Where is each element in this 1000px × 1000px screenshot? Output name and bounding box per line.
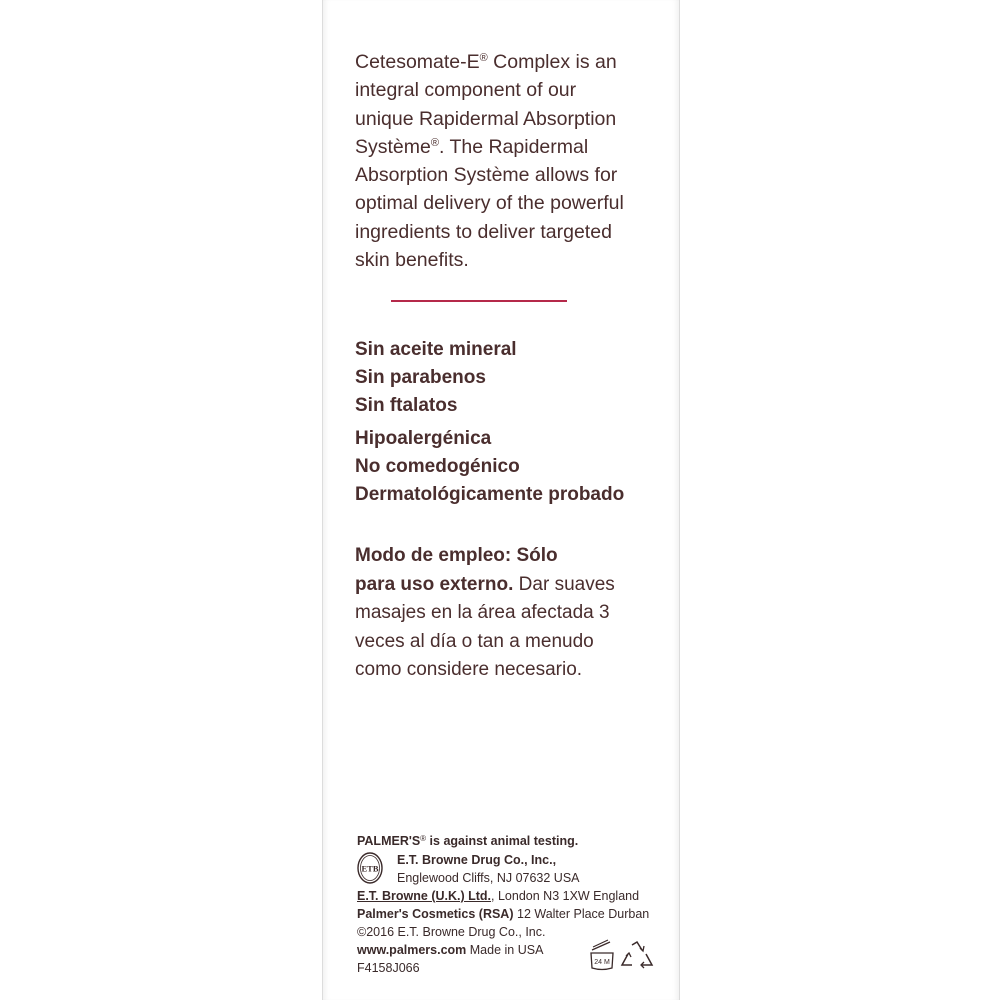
uk-company-address: , London N3 1XW England (491, 889, 640, 903)
claim-item: Hipoalergénica (355, 428, 492, 449)
brand-name: PALMER'S (357, 834, 421, 848)
usage-text: para uso externo. (355, 573, 514, 595)
intro-line: Absorption Systѐme allows for (355, 164, 618, 187)
animal-testing-line (357, 832, 578, 850)
claim-item: Sin ftalatos (355, 395, 458, 416)
claim-item: No comedogénico (355, 456, 520, 477)
website-line (357, 941, 543, 959)
rsa-company-line (357, 905, 649, 923)
intro-line: unique Rapidermal Absorption (355, 107, 617, 130)
usage-line: veces al día o tan a menudo (355, 630, 594, 652)
website-link: www.palmers.com (357, 943, 467, 957)
registered-mark: ® (479, 52, 488, 64)
usage-line (355, 571, 655, 600)
usage-text: Dar suaves (513, 573, 615, 595)
claim-item: Sin aceite mineral (355, 339, 517, 360)
claim-item: Sin parabenos (355, 367, 486, 388)
rsa-company-address: 12 Walter Place Durban (513, 907, 650, 921)
intro-text: Complex is an (487, 51, 617, 73)
intro-line: optimal delivery of the powerful (355, 192, 624, 215)
intro-text: Cetesomate-E (355, 51, 480, 73)
recycle-icon (620, 940, 654, 970)
uk-company-line (357, 887, 639, 905)
intro-text: Systѐme (355, 135, 431, 158)
intro-line (355, 133, 655, 161)
copyright-line: ©2016 E.T. Browne Drug Co., Inc. (357, 925, 546, 939)
usage-directions (355, 542, 655, 685)
intro-line: ingredients to deliver targeted (355, 220, 612, 243)
usage-line: Modo de empleo: Sólo (355, 545, 558, 566)
open-jar-24m-icon (588, 936, 616, 972)
uk-company-name: E.T. Browne (U.K.) Ltd. (357, 889, 492, 903)
company-name: E.T. Browne Drug Co., Inc., (397, 853, 557, 867)
section-divider (391, 300, 567, 302)
intro-line (355, 48, 655, 76)
usage-line: como considere necesario. (355, 659, 583, 680)
intro-line: integral component of our (355, 79, 577, 102)
etb-logo-text: ETB (361, 863, 379, 874)
intro-text: . The Rapidermal (438, 135, 589, 158)
animal-testing-text: is against animal testing. (426, 834, 579, 848)
made-in-text: Made in USA (466, 943, 544, 957)
usage-line: masajes en la área afectada 3 (355, 602, 610, 623)
claim-item: Dermatológicamente probado (355, 484, 625, 505)
intro-line: skin benefits. (355, 249, 469, 272)
etb-logo-icon (357, 852, 383, 884)
registered-mark: ® (420, 834, 427, 843)
company-address: Englewood Cliffs, NJ 07632 USA (397, 871, 580, 885)
rsa-company-name: Palmer's Cosmetics (RSA) (357, 907, 514, 921)
registered-mark: ® (430, 136, 439, 149)
pao-text: 24 M (594, 959, 610, 966)
intro-paragraph (355, 48, 655, 274)
product-code: F4158J066 (357, 961, 420, 975)
